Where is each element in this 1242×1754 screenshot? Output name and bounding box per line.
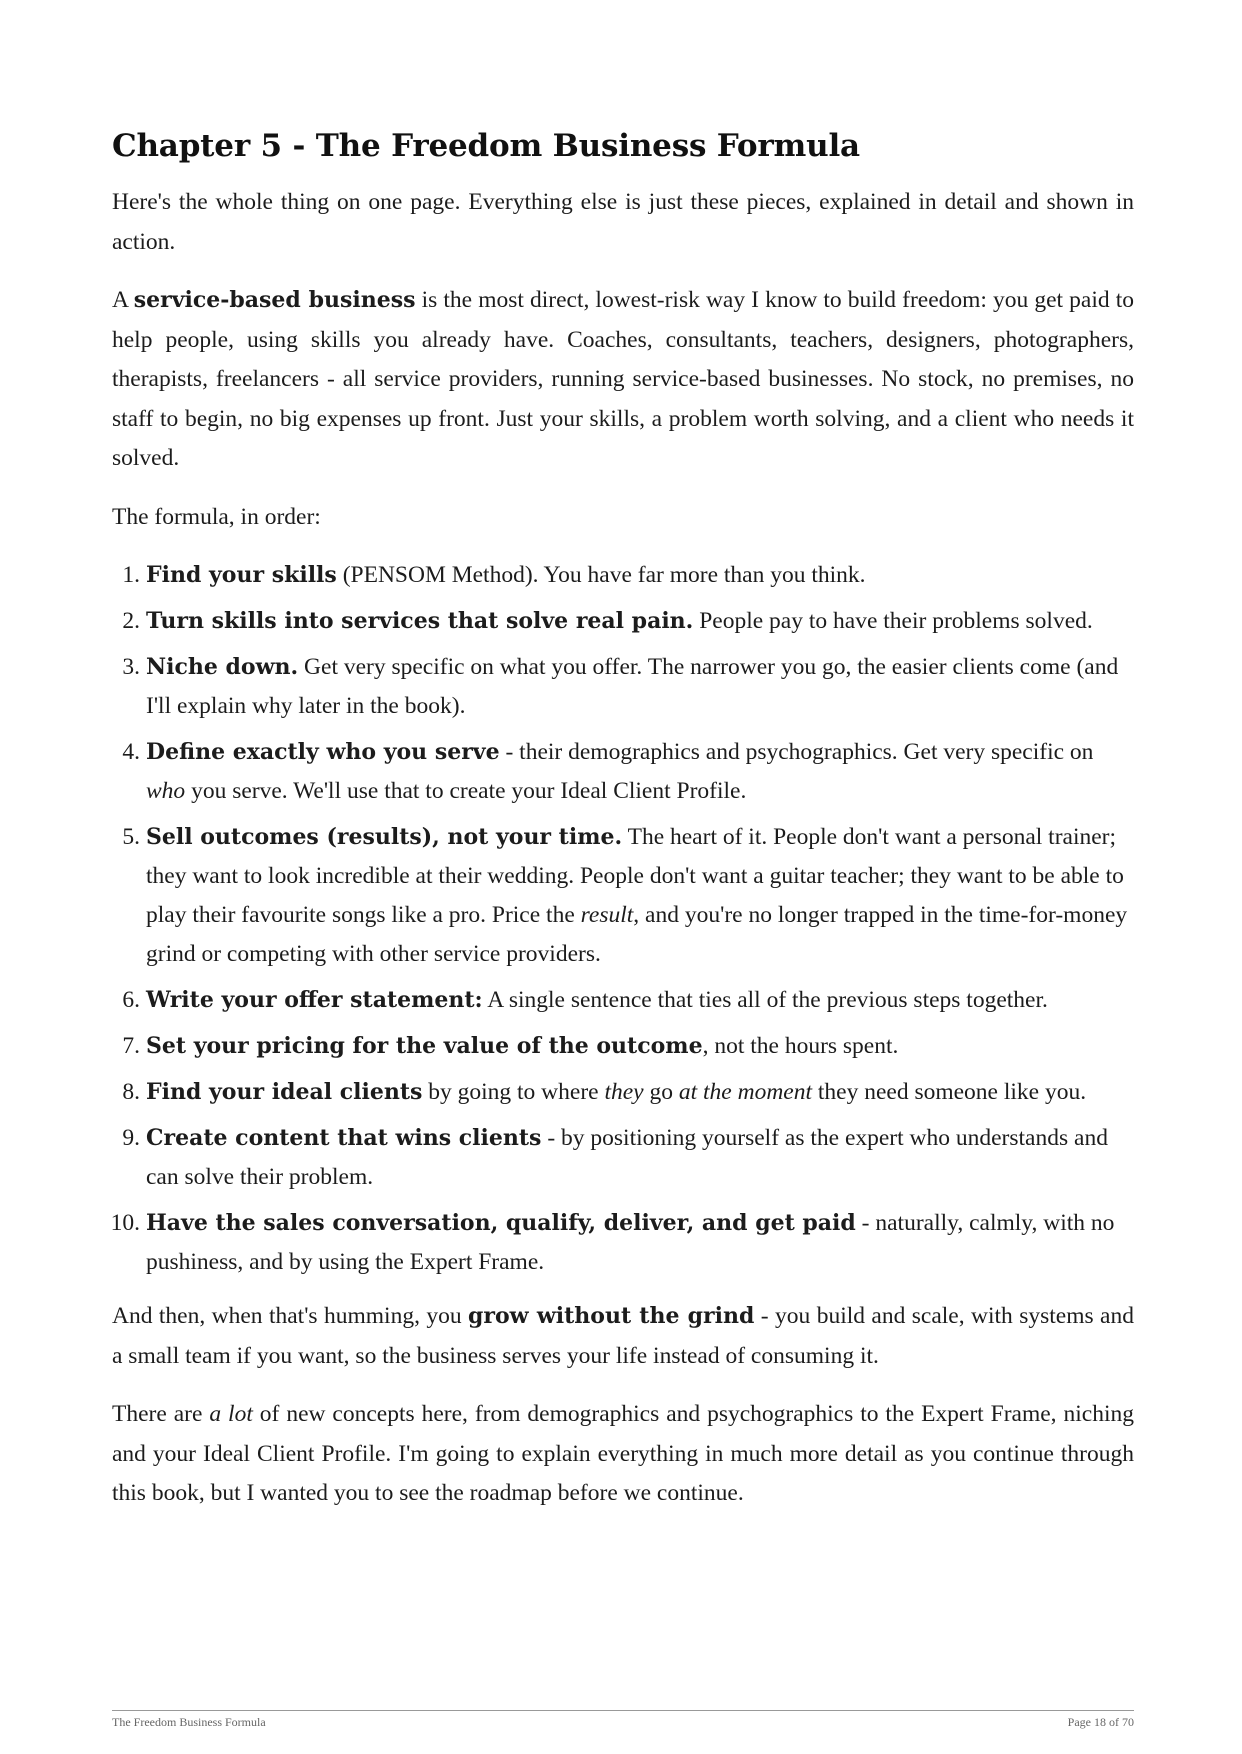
service-business-paragraph: A service-based business is the most direct, lowest-risk way I know to build freedom: you get paid to help people, using skills you already have. Coaches, consultants, teachers, designers, photographers, therapists, freelancers - all service providers, running service-based businesses. No stock, no premises, no staff to begin, no big expenses up front. Just your skills, a problem worth solving, and a client who needs it solved. — [112, 287, 1134, 471]
footer-page-number: Page 18 of 70 — [1067, 1715, 1134, 1729]
list-item: 1. Find your skills (PENSOM Method). You have far more than you think. — [122, 562, 866, 588]
formula-steps-list — [112, 556, 1134, 1282]
list-item: 10. Have the sales conversation, qualify, deliver, and get paid - naturally, calmly, with no pushiness, and by using the Expert Frame. — [110, 1210, 1115, 1275]
list-item: 9. Create content that wins clients - by positioning yourself as the expert who understands and can solve their problem. — [122, 1125, 1108, 1190]
closing-paragraph-grow: And then, when that's humming, you grow without the grind - you build and scale, with systems and a small team if you want, so the business serves your life instead of consuming it. — [112, 1303, 1134, 1369]
list-item: 6. Write your offer statement: A single sentence that ties all of the previous steps together. — [122, 987, 1048, 1013]
page-footer — [112, 1710, 1134, 1730]
closing-paragraph-roadmap: There are a lot of new concepts here, from demographics and psychographics to the Expert Frame, niching and your Ideal Client Profile. I'm going to explain everything in much more detail as you continue through this book, but I wanted you to see the roadmap before we continue. — [112, 1401, 1134, 1506]
chapter-title: Chapter 5 - The Freedom Business Formula — [112, 128, 860, 164]
formula-intro: The formula, in order: — [112, 503, 321, 530]
list-item: 4. Define exactly who you serve - their demographics and psychographics. Get very specific on who you serve. We'll use that to create your Ideal Client Profile. — [122, 739, 1094, 804]
list-item: 3. Niche down. Get very specific on what you offer. The narrower you go, the easier clients come (and I'll explain why later in the book). — [122, 654, 1119, 719]
list-item: 2. Turn skills into services that solve real pain. People pay to have their problems solved. — [122, 608, 1093, 634]
intro-paragraph: Here's the whole thing on one page. Everything else is just these pieces, explained in detail and shown in action. — [112, 189, 1134, 255]
list-item: 5. Sell outcomes (results), not your time. The heart of it. People don't want a personal trainer; they want to look incredible at their wedding. People don't want a guitar teacher; they want to be able to play their favourite songs like a pro. Price the result, and you're no longer trapped in the time-for-money grind or competing with other service providers. — [122, 824, 1128, 967]
list-item: 7. Set your pricing for the value of the outcome, not the hours spent. — [122, 1033, 899, 1059]
list-item: 8. Find your ideal clients by going to where they go at the moment they need someone like you. — [122, 1079, 1087, 1105]
document-page — [112, 128, 1134, 1533]
footer-book-title: The Freedom Business Formula — [112, 1715, 266, 1729]
